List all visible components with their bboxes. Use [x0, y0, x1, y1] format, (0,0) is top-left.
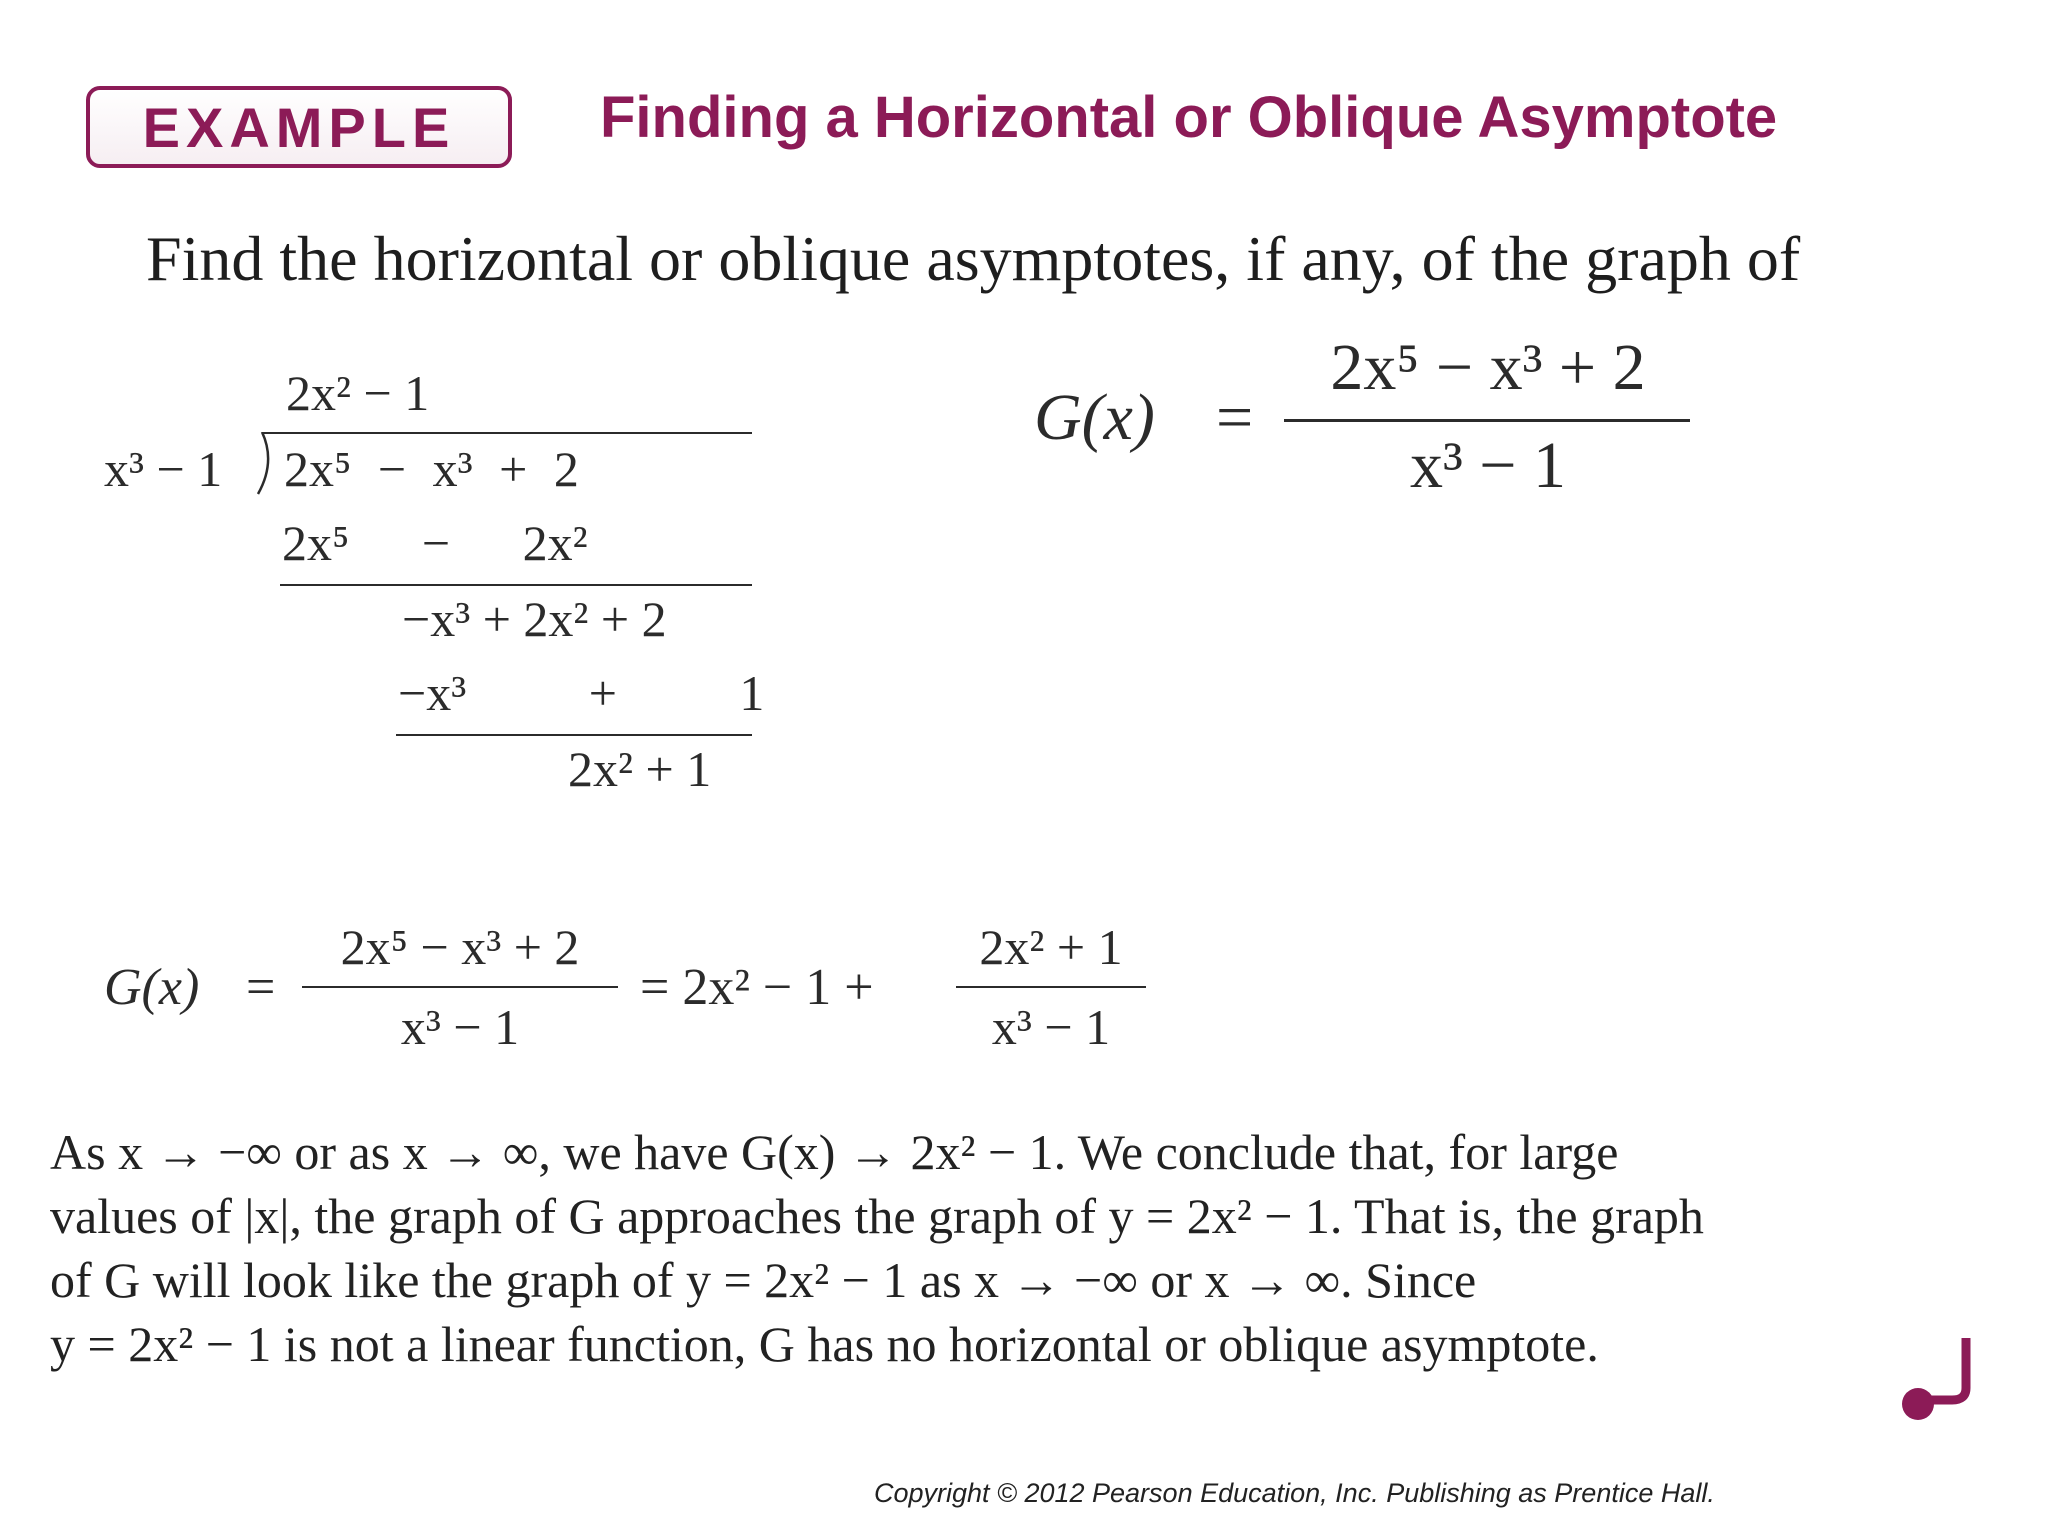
division-bracket [254, 432, 278, 496]
division-rule-2 [396, 734, 752, 736]
result-frac2-den: x³ − 1 [991, 999, 1111, 1055]
division-step2: −x³ + 1 [398, 665, 765, 721]
end-of-example-icon [1896, 1338, 1976, 1428]
conclusion-line-1: As x → −∞ or as x → ∞, we have G(x) → 2x² − 1. We conclude that, for large [50, 1124, 1619, 1180]
page-title: Finding a Horizontal or Oblique Asymptote [600, 85, 1778, 150]
copyright-notice: Copyright © 2012 Pearson Education, Inc. Publishing as Prentice Hall. [874, 1478, 1715, 1508]
problem-statement: Find the horizontal or oblique asymptotes, if any, of the graph of [146, 223, 1801, 294]
conclusion-line-2: values of |x|, the graph of G approaches the graph of y = 2x² − 1. That is, the graph [50, 1188, 1704, 1244]
result-frac1-num: 2x⁵ − x³ + 2 [340, 919, 580, 975]
result-frac1-den: x³ − 1 [400, 999, 520, 1055]
division-divisor: x³ − 1 [104, 441, 223, 497]
example-badge [86, 86, 512, 168]
function-equals: = [1216, 381, 1254, 454]
example-badge-label: EXAMPLE [142, 95, 456, 159]
result-frac2-num: 2x² + 1 [979, 919, 1123, 975]
division-quotient: 2x² − 1 [286, 365, 430, 421]
division-step1: 2x⁵ − 2x² [282, 515, 588, 571]
division-top-rule [262, 432, 752, 434]
division-rule-1 [280, 584, 752, 586]
result-equals-1: = [246, 959, 276, 1016]
division-remainder2: 2x² + 1 [568, 741, 712, 797]
conclusion-paragraph [50, 1120, 1966, 1376]
division-remainder1: −x³ + 2x² + 2 [402, 591, 667, 647]
conclusion-line-4: y = 2x² − 1 is not a linear function, G has no horizontal or oblique asymptote. [50, 1316, 1599, 1372]
division-dividend: 2x⁵ − x³ + 2 [284, 441, 579, 497]
function-fraction-bar [1284, 419, 1690, 422]
function-numerator: 2x⁵ − x³ + 2 [1330, 331, 1646, 404]
result-frac2-bar [956, 986, 1146, 988]
result-lhs: G(x) [104, 959, 200, 1016]
result-frac1-bar [302, 986, 618, 988]
function-lhs: G(x) [1034, 381, 1155, 454]
result-middle: = 2x² − 1 + [640, 959, 874, 1016]
function-denominator: x³ − 1 [1409, 429, 1566, 502]
conclusion-line-3: of G will look like the graph of y = 2x² − 1 as x → −∞ or x → ∞. Since [50, 1252, 1477, 1308]
